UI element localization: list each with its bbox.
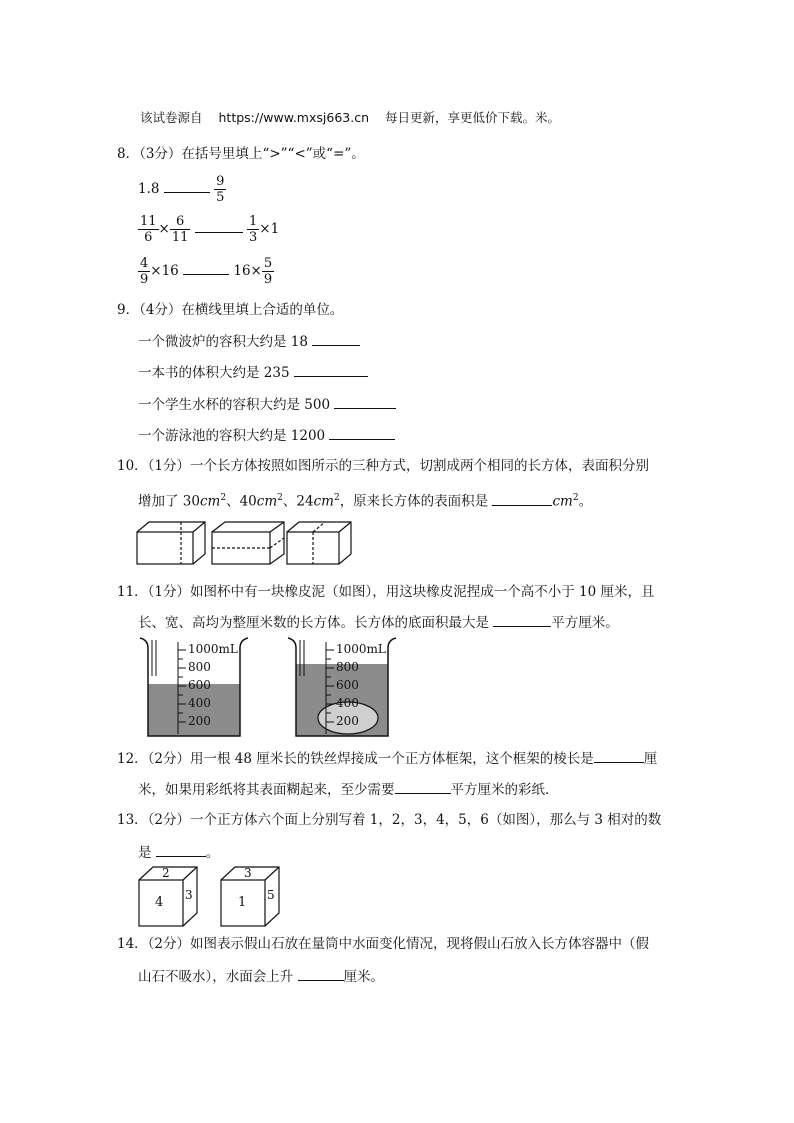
answer-blank[interactable] — [183, 260, 229, 275]
q9-item: 一个学生水杯的容积大约是 500 — [138, 394, 396, 415]
fraction: $\frac{5}{9}$ — [263, 256, 273, 287]
q9-item: 一个微波炉的容积大约是 18 — [138, 331, 360, 352]
mark-800: 800 — [188, 660, 211, 674]
q8-title: 8．（3分）在括号里填上“>”“<”或“=”。 — [117, 146, 365, 162]
beaker-2 — [286, 636, 398, 740]
mark-200: 200 — [188, 714, 211, 728]
answer-blank[interactable] — [156, 842, 206, 857]
q13-line2: 是 。 — [138, 842, 219, 863]
answer-blank[interactable] — [395, 779, 451, 794]
header-url[interactable]: https://www.mxsj663.cn — [218, 110, 369, 125]
q14-line1: 14．（2分）如图表示假山石放在量筒中水面变化情况，现将假山石放入长方体容器中（假 — [117, 936, 650, 952]
q9-item: 一本书的体积大约是 235 — [138, 362, 368, 383]
q8-row3: $\frac{4}{9}$ ×16 16× $\frac{5}{9}$ — [140, 256, 273, 287]
header-source: 该试卷源自 — [140, 110, 203, 125]
mark-600: 600 — [336, 678, 359, 692]
q11-line1: 11．（1分）如图杯中有一块橡皮泥（如图），用这块橡皮泥捏成一个高不小于 10 厘米，且 — [117, 584, 655, 600]
cuboid-3 — [287, 522, 351, 564]
answer-blank[interactable] — [334, 394, 396, 409]
mark-600: 600 — [188, 678, 211, 692]
mark-200: 200 — [336, 714, 359, 728]
q13-line1: 13．（2分）一个正方体六个面上分别写着 1，2，3，4，5，6（如图），那么与 3 相对的数 — [117, 812, 662, 828]
q10-line2: 增加了 $30cm^2$、$40cm^2$、$24cm^2$，原来长方体的表面积是 $cm^2$。 — [138, 488, 592, 512]
q8-row1: 1.8 $\frac{9}{5}$ — [138, 174, 225, 205]
fraction: $\frac{9}{5}$ — [216, 174, 225, 205]
header-line — [140, 108, 560, 126]
fraction: $\frac{1}{3}$ — [249, 214, 258, 245]
mark-400: 400 — [336, 696, 359, 710]
answer-blank[interactable] — [164, 178, 210, 193]
q10-line1: 10．（1分）一个长方体按照如图所示的三种方式，切割成两个相同的长方体，表面积分别 — [117, 458, 650, 474]
mark-800: 800 — [336, 660, 359, 674]
fraction: $\frac{4}{9}$ — [140, 256, 149, 287]
beaker-1 — [138, 636, 250, 740]
q9-title: 9．（4分）在横线里填上合适的单位。 — [117, 302, 344, 318]
answer-blank[interactable] — [312, 331, 360, 346]
mark-1000: 1000mL — [336, 642, 386, 656]
q14-line2: 山石不吸水），水面会上升 厘米。 — [138, 966, 384, 987]
q8-row2: $\frac{11}{6}$ × $\frac{6}{11}$ $\frac{1}{3}$ ×1 — [140, 214, 280, 245]
mark-1000: 1000mL — [188, 642, 238, 656]
answer-blank[interactable] — [329, 425, 395, 440]
q12-line2: 米，如果用彩纸将其表面糊起来，至少需要 平方厘米的彩纸． — [138, 779, 559, 800]
answer-blank[interactable] — [298, 966, 344, 981]
dice-cube-2: 3 1 5 — [220, 866, 282, 928]
answer-blank[interactable] — [195, 218, 243, 233]
header-tail: 每日更新，享更低价下载。米。 — [384, 110, 560, 125]
fraction: $\frac{11}{6}$ — [140, 214, 157, 245]
mark-400: 400 — [188, 696, 211, 710]
cuboid-2 — [212, 522, 284, 564]
dice-cube-1: 2 4 3 — [138, 866, 200, 928]
fraction: $\frac{6}{11}$ — [171, 214, 189, 245]
answer-blank[interactable] — [594, 748, 644, 763]
answer-blank[interactable] — [492, 491, 552, 506]
q11-line2: 长、宽、高均为整厘米数的长方体。长方体的底面积最大是 平方厘米。 — [138, 612, 619, 633]
answer-blank[interactable] — [294, 362, 368, 377]
q12-line1: 12．（2分）用一根 48 厘米长的铁丝焊接成一个正方体框架，这个框架的棱长是 厘 — [117, 748, 657, 769]
q9-item: 一个游泳池的容积大约是 1200 — [138, 425, 395, 446]
cuboid-cut-figures — [136, 520, 356, 566]
cuboid-1 — [137, 522, 205, 564]
answer-blank[interactable] — [493, 612, 551, 627]
